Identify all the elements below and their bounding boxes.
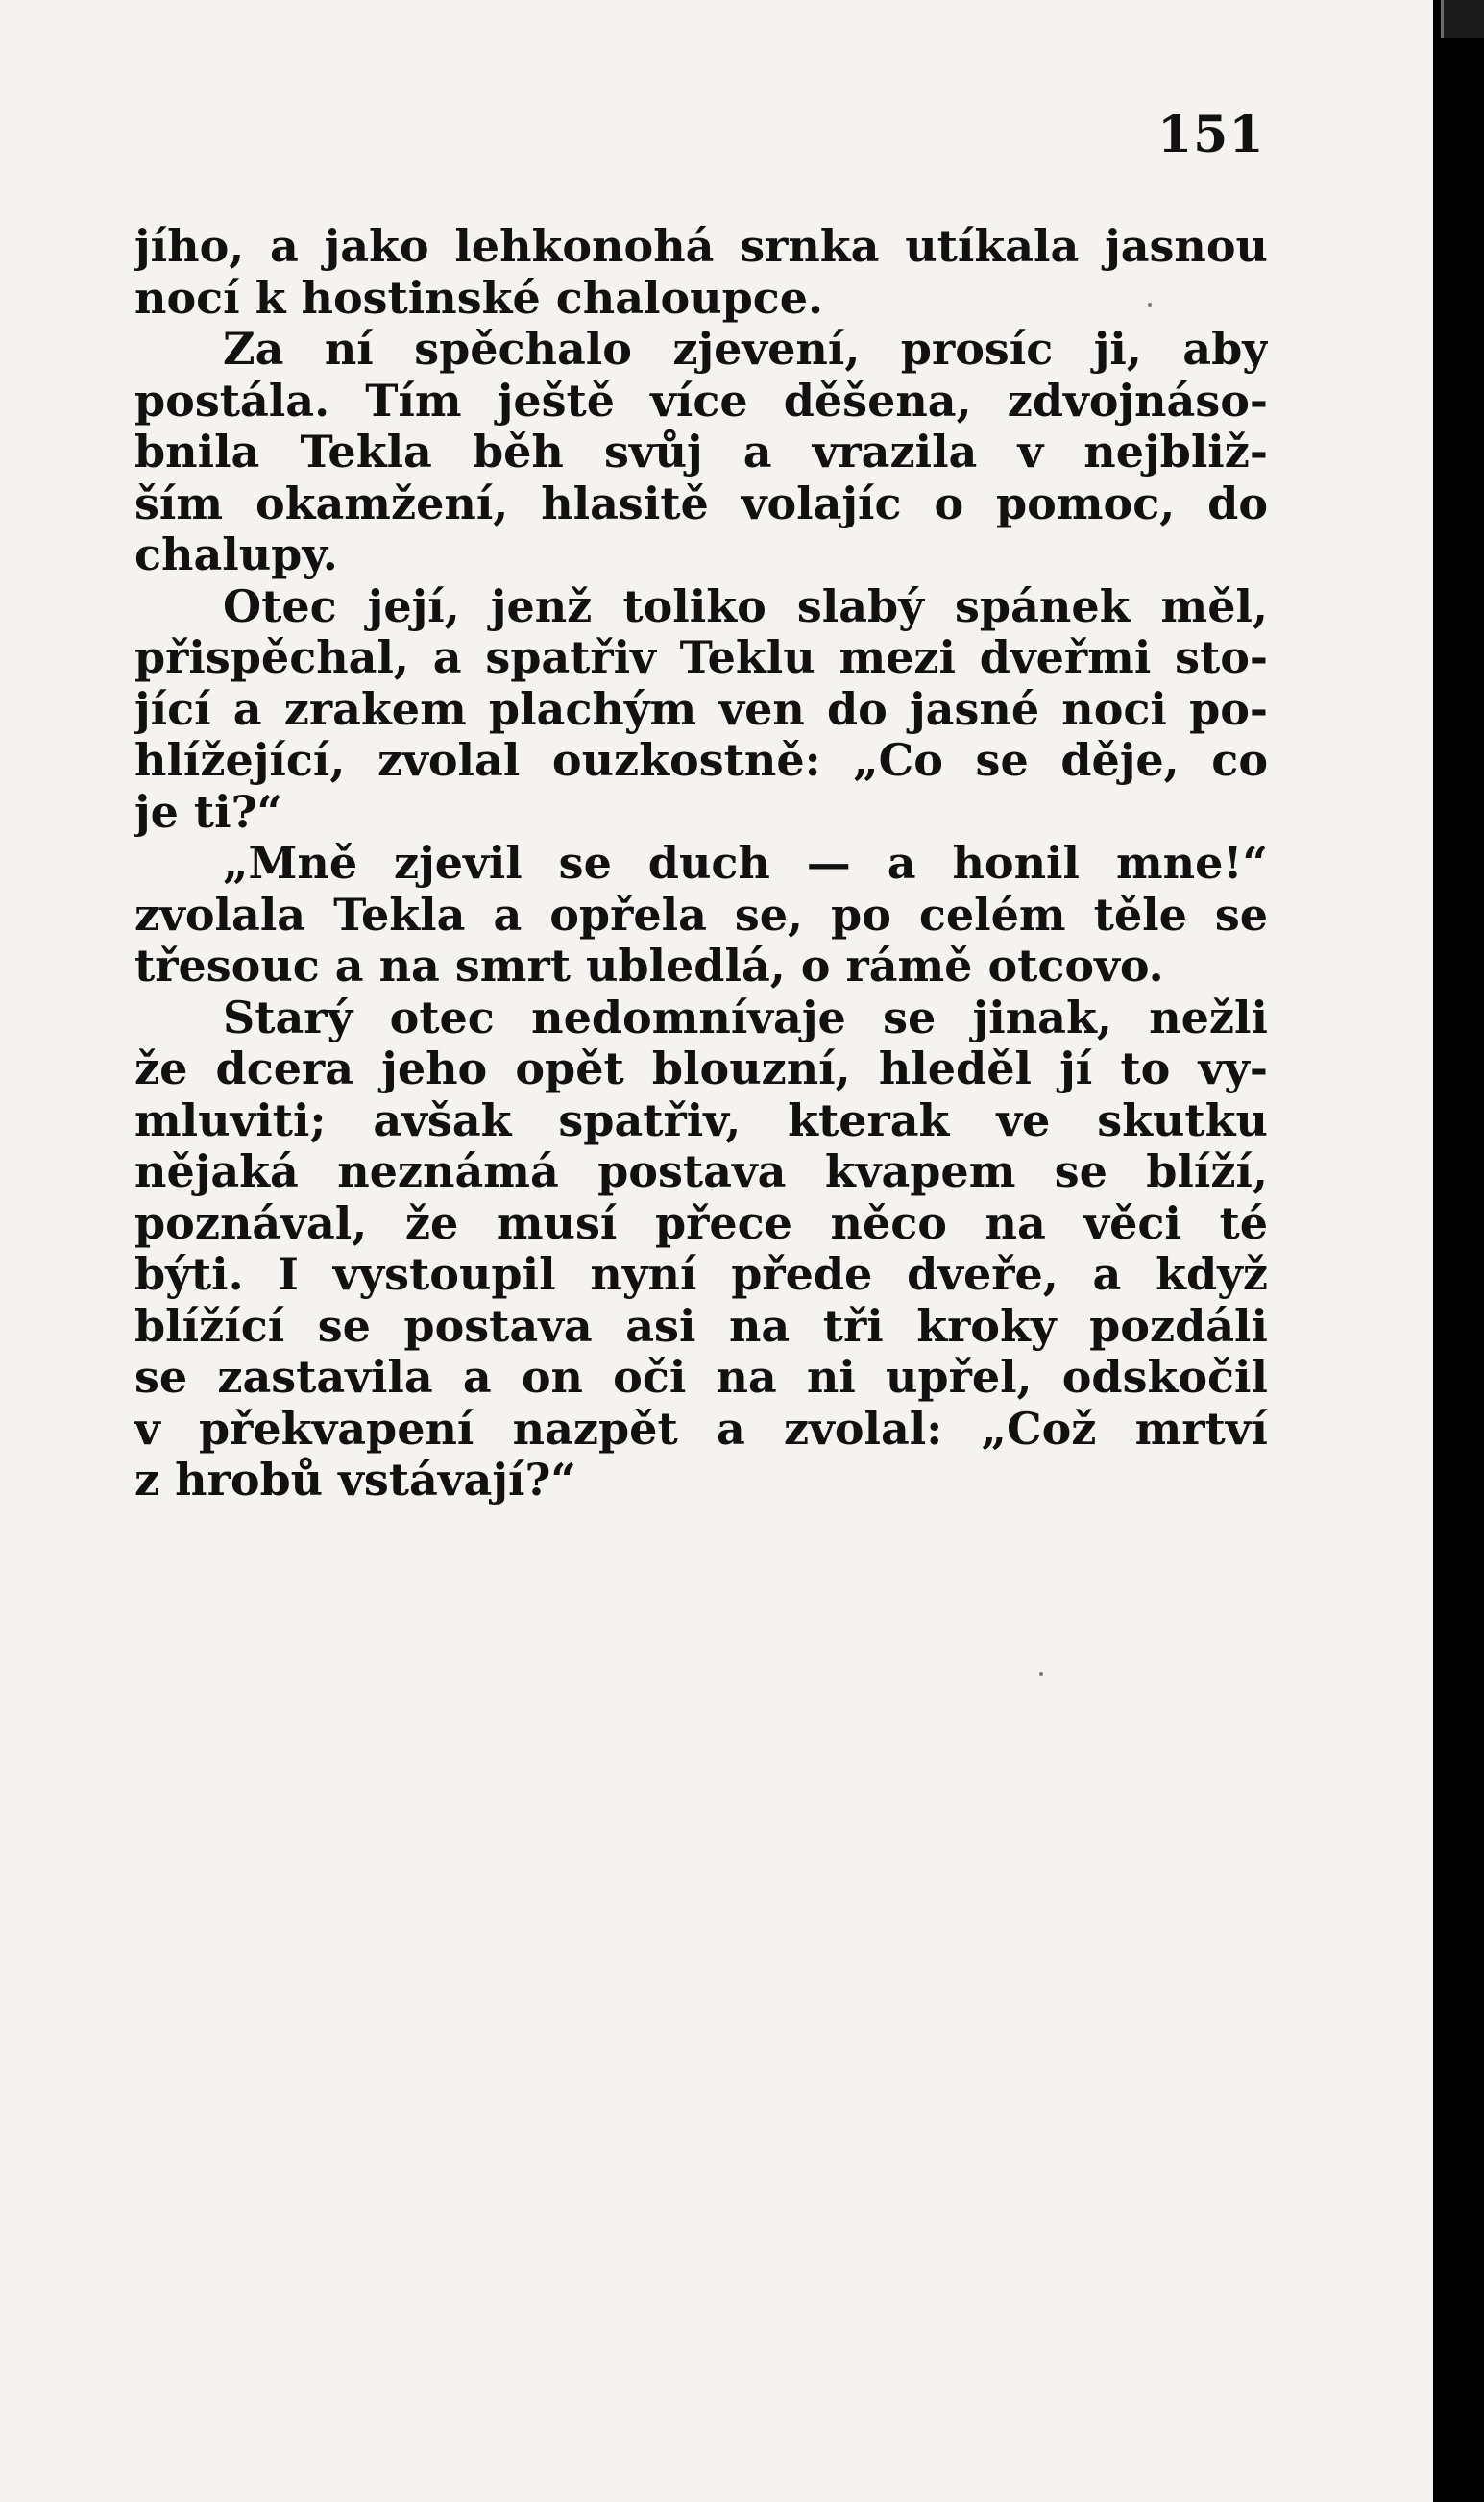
text-line: je ti?“ xyxy=(134,786,283,838)
text-line: postála. Tím ještě více děšena, zdvojnáso- xyxy=(134,375,1268,427)
text-line: býti. I vystoupil nyní přede dveře, a když xyxy=(134,1249,1268,1300)
paper-speck xyxy=(1148,303,1152,307)
text-line: chalupy. xyxy=(134,529,338,580)
text-line: mluviti; avšak spatřiv, kterak ve skutku xyxy=(134,1094,1268,1146)
text-line: „Mně zjevil se duch — a honil mne!“ xyxy=(223,838,1268,889)
text-line: bnila Tekla běh svůj a vrazila v nejbliž- xyxy=(134,427,1268,478)
text-line: blížící se postava asi na tři kroky pozdáli xyxy=(134,1300,1268,1352)
text-line: Starý otec nedomnívaje se jinak, nežli xyxy=(223,992,1268,1043)
text-line: v překvapení nazpět a zvolal: „Což mrtví xyxy=(134,1403,1268,1455)
text-line: nocí k hostinské chaloupce. xyxy=(134,272,824,324)
text-line: z hrobů vstávají?“ xyxy=(134,1455,576,1506)
text-line: ším okamžení, hlasitě volajíc o pomoc, do xyxy=(134,478,1268,529)
paper-speck xyxy=(1039,1672,1043,1676)
page-number: 151 xyxy=(1157,106,1265,164)
text-line: zvolala Tekla a opřela se, po celém těle se xyxy=(134,889,1268,941)
text-line: jího, a jako lehkonohá srnka utíkala jasnou xyxy=(134,221,1268,272)
text-line: Za ní spěchalo zjevení, prosíc ji, aby xyxy=(223,324,1268,375)
text-line: třesouc a na smrt ubledlá, o rámě otcovo. xyxy=(134,941,1164,992)
text-line: Otec její, jenž toliko slabý spánek měl, xyxy=(223,580,1268,632)
text-line: že dcera jeho opět blouzní, hleděl jí to vy- xyxy=(134,1043,1268,1094)
scan-corner-mark xyxy=(1441,0,1484,38)
text-line: se zastavila a on oči na ni upřel, odskočil xyxy=(134,1352,1268,1403)
text-line: hlížející, zvolal ouzkostně: „Co se děje, co xyxy=(134,735,1268,786)
page-text xyxy=(134,221,1268,1507)
text-line: jící a zrakem plachým ven do jasné noci po- xyxy=(134,683,1268,735)
text-line: přispěchal, a spatřiv Teklu mezi dveřmi sto- xyxy=(134,632,1268,683)
text-line: nějaká neznámá postava kvapem se blíží, xyxy=(134,1146,1268,1197)
text-line: poznával, že musí přece něco na věci té xyxy=(134,1197,1268,1249)
scan-border xyxy=(1433,0,1484,2502)
